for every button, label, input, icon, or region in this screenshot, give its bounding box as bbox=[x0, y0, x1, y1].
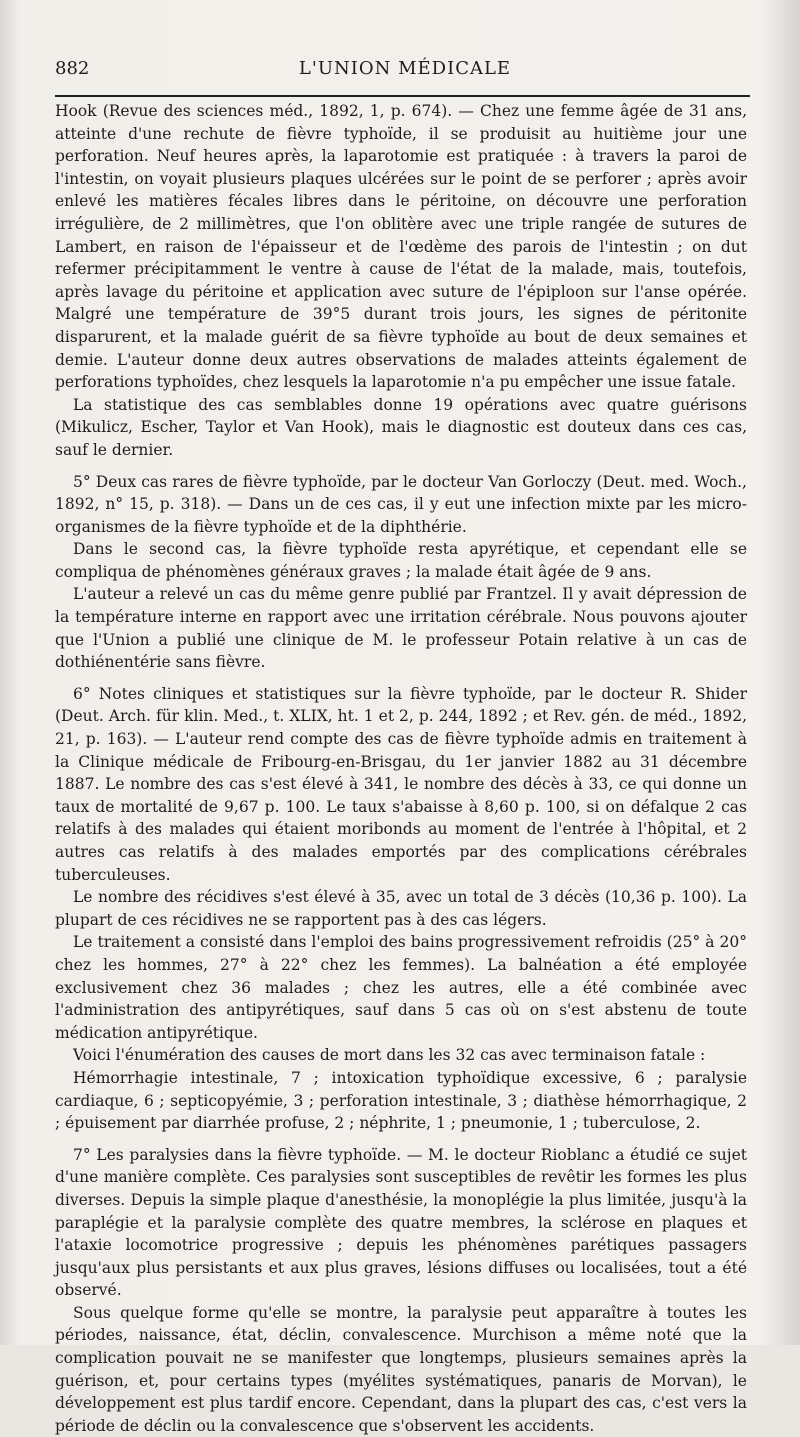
article-body bbox=[55, 100, 747, 1437]
running-title: L'UNION MÉDICALE bbox=[298, 58, 512, 79]
page-header bbox=[55, 58, 755, 88]
paragraph-section-7: 7° Les paralysies dans la fièvre typhoïde. — M. le docteur Rioblanc a étudié ce sujet d'une manière complète. Ces paralysies sont susceptibles de revêtir les formes les plus diverses. Depuis la simple plaque d'anesthésie, la monoplégie la plus limitée, jusqu'à la paraplégie et la paralysie complète des quatre membres, la sclérose en plaques et l'ataxie locomotrice progressive ; depuis les phénomènes parétiques passagers jusqu'aux plus persistants et aux plus graves, lésions diffuses ou localisées, tout a été observé. bbox=[55, 1145, 747, 1300]
paragraph-causes-intro: Voici l'énumération des causes de mort dans les 32 cas avec terminaison fatale : bbox=[73, 1046, 706, 1065]
paragraph-second-case: Dans le second cas, la fièvre typhoïde resta apyrétique, et cependant elle se compliqua de phénomènes généraux graves ; la malade était âgée de 9 ans. bbox=[55, 540, 747, 581]
page-number: 882 bbox=[55, 58, 90, 79]
paragraph-statistics: La statistique des cas semblables donne 19 opérations avec quatre guérisons (Mikulicz, Escher, Taylor et Van Hook), mais le diagnostic est douteux dans ces cas, sauf le dernier. bbox=[55, 395, 747, 459]
paragraph-traitement: Le traitement a consisté dans l'emploi des bains progressivement refroidis (25° à 20° chez les hommes, 27° à 22° chez les femmes). La balnéation a été employée exclusivement chez 36 malades ; chez les autres, elle a été combinée avec l'administration des antipyrétiques, sauf dans 5 cas où on s'est abstenu de toute médication antipyrétique. bbox=[55, 933, 747, 1042]
paragraph-recidives: Le nombre des récidives s'est élevé à 35, avec un total de 3 décès (10,36 p. 100). La plupart de ces récidives ne se rapportent pas à des cas légers. bbox=[55, 888, 747, 929]
paragraph-periodes: Sous quelque forme qu'elle se montre, la paralysie peut apparaître à toutes les périodes, naissance, état, déclin, convalescence. Murchison a même noté que la complication pouvait ne se manifester que longtemps, plusieurs semaines après la guérison, et, pour certains types (myélites systématiques, panaris de Morvan), le développement est plus tardif encore. Cependant, dans la plupart des cas, c'est vers la période de déclin ou la convalescence que s'observent les accidents. bbox=[55, 1303, 747, 1435]
paragraph-section-5: 5° Deux cas rares de fièvre typhoïde, par le docteur Van Gorloczy (Deut. med. Woch., 1892, n° 15, p. 318). — Dans un de ces cas, il y eut une infection mixte par les micro-organismes de la fièvre typhoïde et de la diphthérie. bbox=[55, 472, 747, 536]
header-rule bbox=[55, 95, 750, 97]
paragraph-hook-case: Hook (Revue des sciences méd., 1892, 1, p. 674). — Chez une femme âgée de 31 ans, atteinte d'une rechute de fièvre typhoïde, il se produisit au huitième jour une perforation. Neuf heures après, la laparotomie est pratiquée : à travers la paroi de l'intestin, on voyait plusieurs plaques ulcérées sur le point de se perforer ; après avoir enlevé les matières fécales libres dans le péritoine, on découvre une perforation irrégulière, de 2 millimètres, que l'on oblitère avec une triple rangée de sutures de Lambert, en raison de l'épaisseur et de l'œdème des parois de l'intestin ; on dut refermer précipitamment le ventre à cause de l'état de la malade, mais, toutefois, après lavage du péritoine et application avec suture de l'épiploon sur l'anse opérée. Malgré une température de 39°5 durant trois jours, les signes de péritonite disparurent, et la malade guérit de sa fièvre typhoïde au bout de deux semaines et demie. L'auteur donne deux autres observations de malades atteints également de perforations typhoïdes, chez lesquels la laparotomie n'a pu empêcher une issue fatale. bbox=[55, 102, 747, 392]
paragraph-section-6: 6° Notes cliniques et statistiques sur la fièvre typhoïde, par le docteur R. Shider (Deut. Arch. für klin. Med., t. XLIX, ht. 1 et 2, p. 244, 1892 ; et Rev. gén. de méd., 1892, 21, p. 163). — L'auteur rend compte des cas de fièvre typhoïde admis en traitement à la Clinique médicale de Fribourg-en-Brisgau, du 1er janvier 1882 au 31 décembre 1887. Le nombre des cas s'est élevé à 341, le nombre des décès à 33, ce qui donne un taux de mortalité de 9,67 p. 100. Le taux s'abaisse à 8,60 p. 100, si on défalque 2 cas relatifs à des malades qui étaient moribonds au moment de l'entrée à l'hôpital, et 2 autres cas relatifs à des malades emportés par des complications cérébrales tuberculeuses. bbox=[55, 684, 747, 884]
paragraph-causes-list: Hémorrhagie intestinale, 7 ; intoxication typhoïdique excessive, 6 ; paralysie cardiaque, 6 ; septicopyémie, 3 ; perforation intestinale, 3 ; diathèse hémorrhagique, 2 ; épuisement par diarrhée profuse, 2 ; néphrite, 1 ; pneumonie, 1 ; tuberculose, 2. bbox=[55, 1068, 747, 1133]
paragraph-frantzel: L'auteur a relevé un cas du même genre publié par Frantzel. Il y avait dépression de la température interne en rapport avec une irritation cérébrale. Nous pouvons ajouter que l'Union a publié une clinique de M. le professeur Potain relative à un cas de dothiénentérie sans fièvre. bbox=[55, 585, 747, 672]
